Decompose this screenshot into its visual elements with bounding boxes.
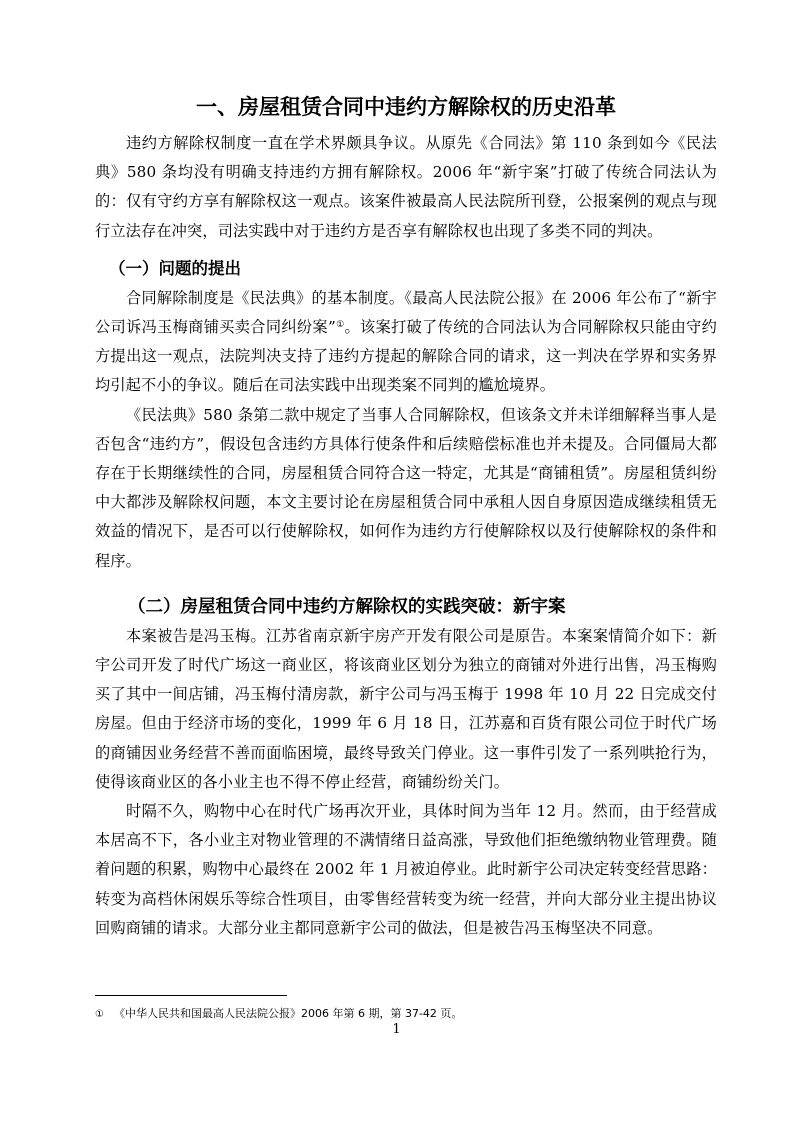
section1-paragraph-1-text-b: 。该案打破了传统的合同法认为合同解除权只能由守约方提出这一观点，法院判决支持了违约方提起的解除合同的请求，这一判决在学界和实务界均引起不小的争议。随后在司法实践中出现类案不同判的尴尬境界。 bbox=[95, 318, 718, 395]
footnote-reference-mark[interactable]: ① bbox=[335, 320, 345, 331]
section-heading-problem: （一）问题的提出 bbox=[109, 258, 241, 278]
page-body bbox=[95, 93, 717, 943]
section1-paragraph-1-text-a: 合同解除制度是《民法典》的基本制度。《最高人民法院公报》在 2006 年公布了“新宇公司诉冯玉梅商铺买卖合同纠纷案” bbox=[95, 288, 717, 337]
section1-paragraph-1 bbox=[95, 284, 717, 401]
section2-paragraph-1: 本案被告是冯玉梅。江苏省南京新宇房产开发有限公司是原告。本案案情简介如下：新宇公司开发了时代广场这一商业区，将该商业区划分为独立的商铺对外进行出售，冯玉梅购买了其中一间店铺，冯玉梅付清房款，新宇公司与冯玉梅于 1998 年 10 月 22 日完成交付房屋。但由于经济市场的变化，1999 年 6 月 18 日，江苏嘉和百货有限公司位于时代广场的商铺因业务经营不善而面临困境，最终导致关门停业。这一事件引发了一系列哄抢行为，使得该商业区的各小业主也不得不停止经营，商铺纷纷关门。 bbox=[95, 626, 717, 791]
intro-paragraph: 违约方解除权制度一直在学术界颇具争议。从原先《合同法》第 110 条到如今《民法典》580 条均没有明确支持违约方拥有解除权。2006 年“新宇案”打破了传统合同法认为的：仅有守约方享有解除权这一观点。该案件被最高人民法院所刊登，公报案例的观点与现行立法存在冲突，司法实践中对于违约方是否享有解除权也出现了多类不同的判决。 bbox=[95, 134, 717, 240]
section2-paragraph-2: 时隔不久，购物中心在时代广场再次开业，具体时间为当年 12 月。然而，由于经营成本居高不下，各小业主对物业管理的不满情绪日益高涨，导致他们拒绝缴纳物业管理费。随着问题的积累，购物中心最终在 2002 年 1 月被迫停业。此时新宇公司决定转变经营思路：转变为高档休闲娱乐等综合性项目，由零售经营转变为统一经营，并向大部分业主提出协议回购商铺的请求。大部分业主都同意新宇公司的做法，但是被告冯玉梅坚决不同意。 bbox=[95, 802, 717, 937]
footnote bbox=[95, 1006, 462, 1023]
page-number: 1 bbox=[392, 1022, 401, 1037]
footnote-divider bbox=[95, 995, 287, 996]
section-heading-xinyu-case: （二）房屋租赁合同中违约方解除权的实践突破：新宇案 bbox=[128, 596, 566, 617]
section1-paragraph-2: 《民法典》580 条第二款中规定了当事人合同解除权，但该条文并未详细解释当事人是否包含“违约方”，假设包含违约方具体行使条件和后续赔偿标准也并未提及。合同僵局大都存在于长期继续性的合同，房屋租赁合同符合这一特定，尤其是“商铺租赁”。房屋租赁纠纷中大都涉及解除权问题，本文主要讨论在房屋租赁合同中承租人因自身原因造成继续租赁无效益的情况下，是否可以行使解除权，如何作为违约方行使解除权以及行使解除权的条件和程序。 bbox=[95, 405, 717, 570]
footnote-mark: ① bbox=[95, 1009, 104, 1020]
page-title: 一、房屋租赁合同中违约方解除权的历史沿革 bbox=[196, 95, 616, 119]
footnote-text: 《中华人民共和国最高人民法院公报》2006 年第 6 期，第 37-42 页。 bbox=[113, 1007, 463, 1020]
